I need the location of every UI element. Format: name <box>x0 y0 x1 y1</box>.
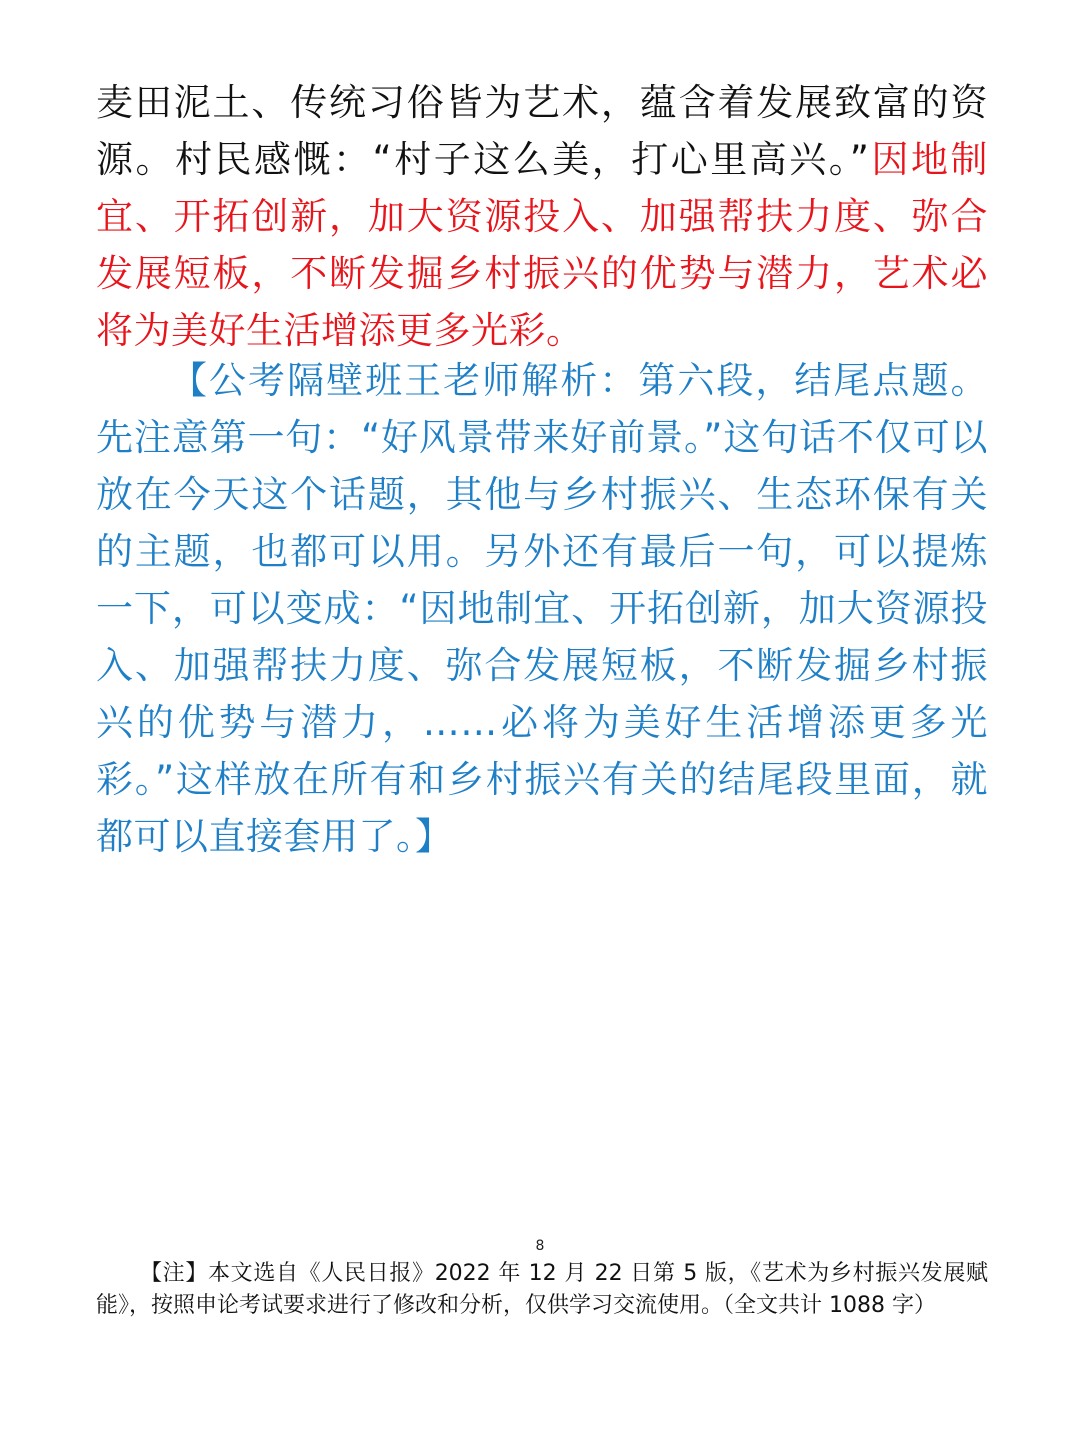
body-text-red-highlight: 因地制宜、开拓创新，加大资源投入、加强帮扶力度、弥合发展短板，不断发掘乡村振兴的优势与潜力，艺术必将为美好生活增添更多光彩。 <box>96 138 989 352</box>
body-paragraph <box>96 74 988 359</box>
analysis-paragraph: 【公考隔壁班王老师解析：第六段，结尾点题。先注意第一句：“好风景带来好前景。”这句话不仅可以放在今天这个话题，其他与乡村振兴、生态环保有关的主题，也都可以用。另外还有最后一句，可以提炼一下，可以变成：“因地制宜、开拓创新，加大资源投入、加强帮扶力度、弥合发展短板，不断发掘乡村振兴的优势与潜力，……必将为美好生活增添更多光彩。”这样放在所有和乡村振兴有关的结尾段里面，就都可以直接套用了。】 <box>96 359 988 858</box>
page-number: 8 <box>535 1238 545 1254</box>
body-text-black: 麦田泥土、传统习俗皆为艺术，蕴含着发展致富的资源。村民感慨：“村子这么美，打心里高兴。” <box>96 81 988 181</box>
footnote: 【注】本文选自《人民日报》2022 年 12 月 22 日第 5 版，《艺术为乡村振兴发展赋能》，按照申论考试要求进行了修改和分析，仅供学习交流使用。（全文共计 1088 字） <box>96 1261 988 1318</box>
